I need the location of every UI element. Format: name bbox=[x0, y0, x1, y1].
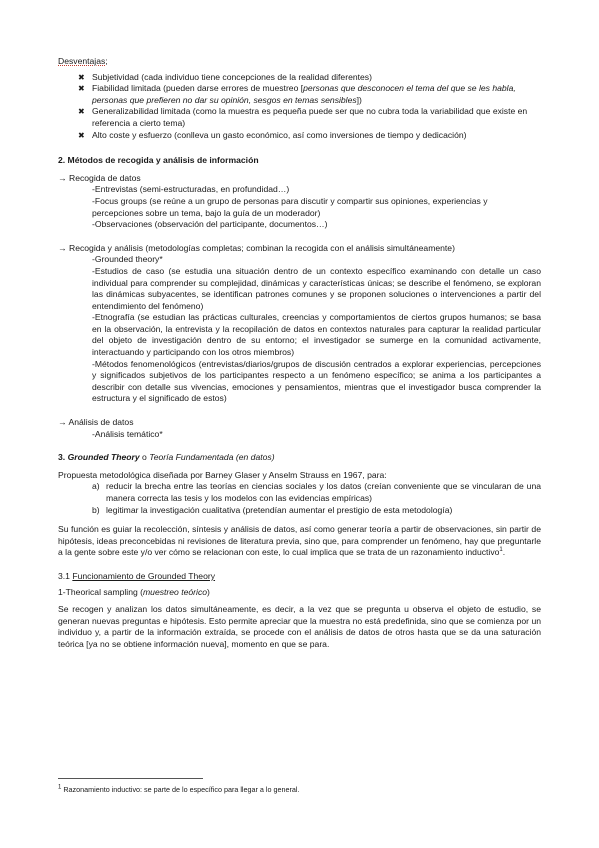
section-3-intro: Propuesta metodológica diseñada por Barney Glaser y Anselm Strauss en 1967, para: bbox=[58, 469, 387, 480]
cross-bullet-icon: ✖ bbox=[78, 84, 85, 94]
list-item: b) legitimar la investigación cualitativa (pretendían aumentar el prestigio de esta metodología) bbox=[92, 504, 453, 515]
collection-label: → Recogida de datos bbox=[58, 172, 141, 183]
disadvantages-list bbox=[58, 72, 541, 142]
analysis-items bbox=[58, 429, 541, 441]
arrow-icon: → bbox=[58, 242, 67, 253]
list-item: ✖ Generalizabilidad limitada (como la muestra es pequeña puede ser que no cubra toda la variabilidad que existe en referencia a cierto tema) bbox=[78, 106, 528, 128]
arrow-icon: → bbox=[58, 172, 67, 183]
list-item: -Métodos fenomenológicos (entrevistas/diarios/grupos de discusión centrados a explorar experiencias, percepciones y significados subjetivos de los participantes respecto a un fenómeno específico; se anima a los participantes a describir con detalle sus vivencias, emociones y pensamientos, mientras que el investigador busca comprender la estructura y el significado de estos) bbox=[92, 358, 541, 404]
section-3-heading: 3. Grounded Theory o Teoría Fundamentada (en datos) bbox=[58, 452, 275, 463]
cross-bullet-icon: ✖ bbox=[78, 107, 85, 117]
collection-analysis-items bbox=[58, 254, 541, 405]
footnote: $^1$ Razonamiento inductivo: se parte de lo específico para llegar a lo general. bbox=[58, 784, 300, 794]
collection-analysis-label: → Recogida y análisis (metodologías completas; combinan la recogida con el análisis simultáneamente) bbox=[58, 242, 455, 253]
footnote-divider bbox=[58, 778, 203, 779]
cross-bullet-icon: ✖ bbox=[78, 72, 85, 82]
section-3-1-body: Se recogen y analizan los datos simultáneamente, es decir, a la vez que se pregunta u observa el objeto de estudio, se generan nuevas preguntas e hipótesis. Esto permite apreciar que la muestra no está predefinida, sino que se comienza por un individuo y, a partir de la información extraída, se procede con el análisis de datos de otros hasta que se da una saturación teórica [ya no se obtiene información nueva], momento en que se para. bbox=[58, 604, 541, 649]
section-2-heading: 2. Métodos de recogida y análisis de información bbox=[58, 155, 259, 166]
footnote-ref: 1 bbox=[499, 547, 503, 554]
section-3-1-subheading: 1-Theorical sampling (muestreo teórico) bbox=[58, 586, 210, 597]
disadvantages-title: Desventajas; bbox=[58, 56, 108, 66]
collection-items bbox=[58, 184, 541, 230]
analysis-label: → Análisis de datos bbox=[58, 417, 134, 428]
list-item: -Entrevistas (semi-estructuradas, en profundidad…) bbox=[92, 184, 290, 195]
list-item: -Estudios de caso (se estudia una situación dentro de un contexto específico examinando con detalle un caso individual para comprender su complejidad, dinámicas y características únicas; se describe el fenómeno, se exploran las dinámicas subyacentes, se identifican patrones comunes y se proponen soluciones o intervenciones a partir del entendimiento del fenómeno) bbox=[92, 265, 541, 311]
list-item: ✖ Alto coste y esfuerzo (conlleva un gasto económico, así como inversiones de tiempo y dedicación) bbox=[78, 129, 467, 140]
section-3-1-heading: 3.1 Funcionamiento de Grounded Theory bbox=[58, 570, 216, 581]
list-item: -Grounded theory* bbox=[92, 254, 163, 265]
list-item: ✖ Fiabilidad limitada (pueden darse errores de muestreo [personas que desconocen el tema del que se les habla, personas que prefieren no dar su opinión, sesgos en temas sensibles]) bbox=[78, 83, 516, 105]
list-item: a) reducir la brecha entre las teorías en ciencias sociales y los datos (creían conveniente que se vincularan de una manera correcta las tesis y los modelos con las evidencias empíricas) bbox=[92, 481, 541, 503]
list-item: -Focus groups (se reúne a un grupo de personas para discutir y compartir sus opiniones, experiencias y percepciones sobre un tema, bajo la guía de un moderador) bbox=[92, 195, 488, 218]
arrow-icon: → bbox=[58, 417, 67, 428]
cross-bullet-icon: ✖ bbox=[78, 130, 85, 140]
list-item: -Análisis temático* bbox=[92, 428, 163, 439]
list-item: ✖ Subjetividad (cada individuo tiene concepciones de la realidad diferentes) bbox=[78, 71, 372, 82]
list-item: -Etnografía (se estudian las prácticas culturales, creencias y comportamientos de ciertos grupos humanos; se basa en la observación, la entrevista y la recopilación de datos en contextos naturales para capturar la realidad particular del objeto de investigación dentro de su entorno; el investigador se sumerge en la comunidad activamente, interactuando y participando con los otros miembros) bbox=[92, 312, 541, 358]
list-item: -Observaciones (observación del participante, documentos…) bbox=[92, 219, 328, 230]
section-3-function-paragraph: Su función es guiar la recolección, síntesis y análisis de datos, así como generar teoría a partir de observaciones, sin partir de hipótesis, ideas preconcebidas ni revisiones de literatura previa, sino que, para comprender un fenómeno, hay que preguntarle a la gente sobre este y/o ver cómo se relacionan con este, lo cual implica que se trata de un razonamiento inductivo$^1$. bbox=[58, 524, 541, 558]
